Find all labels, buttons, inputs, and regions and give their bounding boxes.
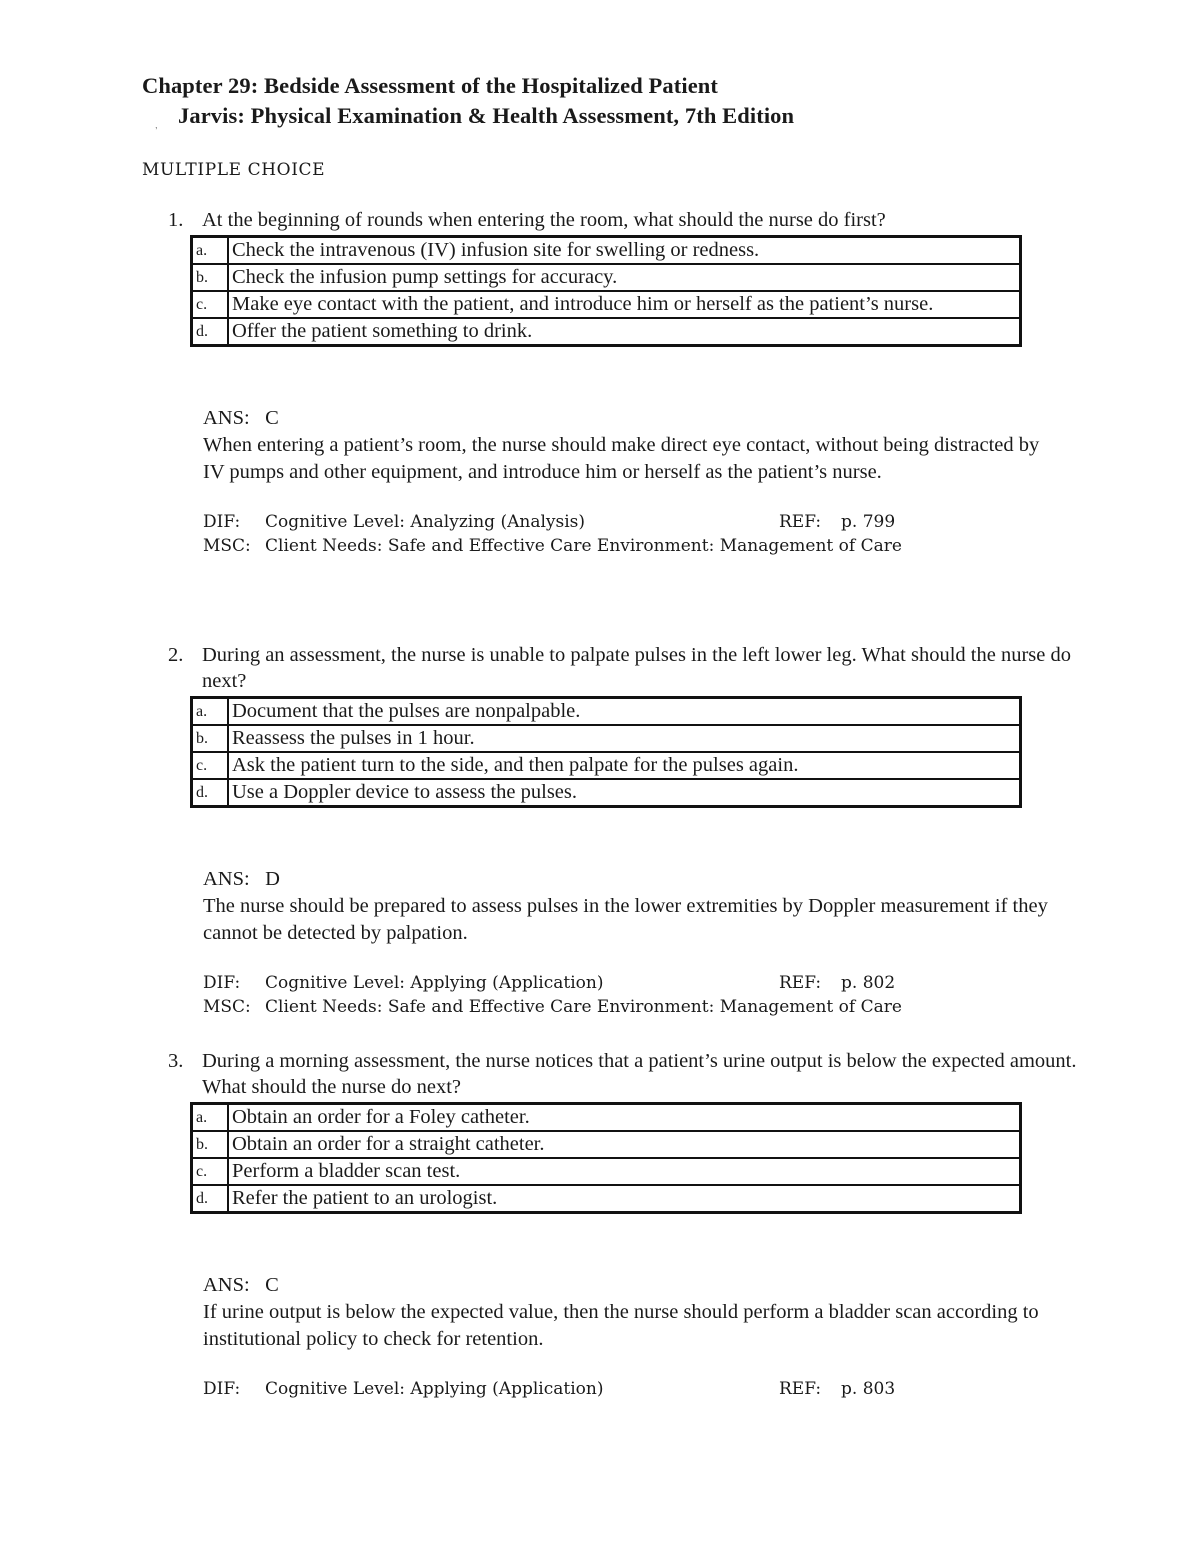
option-text: Make eye contact with the patient, and introduce him or herself as the patient’s nurse. (228, 291, 1021, 318)
option-row (192, 725, 1021, 752)
option-text: Ask the patient turn to the side, and then palpate for the pulses again. (228, 752, 1021, 779)
msc-label: MSC: (203, 536, 251, 556)
rationale-text: The nurse should be prepared to assess pulses in the lower extremities by Doppler measurement if they cannot be detected by palpation. (203, 895, 1048, 944)
ref-field (779, 1377, 895, 1401)
option-letter: c. (192, 752, 229, 779)
dif-value: Cognitive Level: Applying (Application) (265, 1379, 604, 1399)
option-text: Reassess the pulses in 1 hour. (228, 725, 1021, 752)
tick-mark: , (155, 120, 158, 130)
msc-row (203, 534, 1083, 558)
ref-value: p. 799 (841, 512, 896, 532)
question-2 (142, 642, 1092, 1019)
option-letter: c. (192, 291, 229, 318)
question-text: At the beginning of rounds when entering the room, what should the nurse do first? (202, 209, 886, 231)
dif-row (203, 510, 1083, 534)
option-letter: b. (192, 1131, 229, 1158)
option-letter: c. (192, 1158, 229, 1185)
answer-value: C (265, 1274, 279, 1296)
ref-value: p. 802 (841, 973, 896, 993)
rationale-text: If urine output is below the expected value, then the nurse should perform a bladder scan according to institutional policy to check for retention. (203, 1301, 1039, 1350)
ref-label: REF: (779, 512, 822, 532)
question-stem (142, 1048, 1092, 1100)
question-3 (142, 1048, 1092, 1401)
question-metadata (203, 1377, 1083, 1401)
rationale-text: When entering a patient’s room, the nurse should make direct eye contact, without being distracted by IV pumps and other equipment, and introduce him or herself as the patient’s nurse. (203, 434, 1040, 483)
msc-label: MSC: (203, 997, 251, 1017)
ref-field (779, 510, 895, 534)
msc-value: Client Needs: Safe and Effective Care Environment: Management of Care (265, 536, 902, 556)
answer-value: C (265, 407, 279, 429)
option-row (192, 698, 1021, 726)
option-row (192, 318, 1021, 346)
options-table (190, 1102, 1022, 1214)
answer-label: ANS: (203, 407, 250, 429)
question-text: During a morning assessment, the nurse notices that a patient’s urine output is below the expected amount. What should the nurse do next? (202, 1050, 1077, 1098)
question-number: 1. (168, 209, 184, 231)
question-stem (142, 642, 1092, 694)
option-text: Offer the patient something to drink. (228, 318, 1021, 346)
ref-label: REF: (779, 1379, 822, 1399)
option-row (192, 291, 1021, 318)
option-text: Document that the pulses are nonpalpable. (228, 698, 1021, 726)
answer-line (203, 866, 1092, 893)
dif-value: Cognitive Level: Applying (Application) (265, 973, 604, 993)
option-row (192, 1104, 1021, 1132)
dif-row (203, 1377, 1083, 1401)
dif-label: DIF: (203, 512, 241, 532)
answer-block (203, 866, 1092, 947)
option-text: Check the intravenous (IV) infusion site for swelling or redness. (228, 237, 1021, 265)
dif-value: Cognitive Level: Analyzing (Analysis) (265, 512, 586, 532)
option-text: Check the infusion pump settings for accuracy. (228, 264, 1021, 291)
book-subtitle: Jarvis: Physical Examination & Health Assessment, 7th Edition (178, 103, 795, 128)
option-letter: b. (192, 264, 229, 291)
answer-block (203, 1272, 1092, 1353)
option-text: Obtain an order for a straight catheter. (228, 1131, 1021, 1158)
option-row (192, 1131, 1021, 1158)
answer-label: ANS: (203, 1274, 250, 1296)
dif-label: DIF: (203, 1379, 241, 1399)
msc-row (203, 995, 1083, 1019)
msc-value: Client Needs: Safe and Effective Care Environment: Management of Care (265, 997, 902, 1017)
option-row (192, 752, 1021, 779)
answer-block (203, 405, 1092, 486)
question-number: 2. (168, 644, 184, 666)
option-letter: b. (192, 725, 229, 752)
option-row (192, 1185, 1021, 1213)
option-letter: d. (192, 1185, 229, 1213)
question-metadata (203, 510, 1083, 558)
answer-label: ANS: (203, 868, 250, 890)
option-letter: a. (192, 698, 229, 726)
answer-value: D (265, 868, 280, 890)
option-letter: a. (192, 237, 229, 265)
option-row (192, 779, 1021, 807)
answer-line (203, 405, 1092, 432)
chapter-title: Chapter 29: Bedside Assessment of the Hospitalized Patient (142, 73, 718, 98)
options-table (190, 235, 1022, 347)
ref-field (779, 971, 895, 995)
question-stem (142, 207, 1092, 233)
option-text: Refer the patient to an urologist. (228, 1185, 1021, 1213)
question-metadata (203, 971, 1083, 1019)
question-number: 3. (168, 1050, 184, 1072)
dif-row (203, 971, 1083, 995)
option-letter: d. (192, 318, 229, 346)
option-row (192, 237, 1021, 265)
option-text: Obtain an order for a Foley catheter. (228, 1104, 1021, 1132)
answer-line (203, 1272, 1092, 1299)
ref-value: p. 803 (841, 1379, 896, 1399)
question-1 (142, 207, 1092, 558)
section-heading: MULTIPLE CHOICE (142, 160, 326, 180)
options-table (190, 696, 1022, 808)
dif-label: DIF: (203, 973, 241, 993)
option-text: Perform a bladder scan test. (228, 1158, 1021, 1185)
option-letter: d. (192, 779, 229, 807)
option-row (192, 264, 1021, 291)
option-row (192, 1158, 1021, 1185)
option-letter: a. (192, 1104, 229, 1132)
question-text: During an assessment, the nurse is unable to palpate pulses in the left lower leg. What should the nurse do next? (202, 644, 1071, 692)
ref-label: REF: (779, 973, 822, 993)
option-text: Use a Doppler device to assess the pulses. (228, 779, 1021, 807)
